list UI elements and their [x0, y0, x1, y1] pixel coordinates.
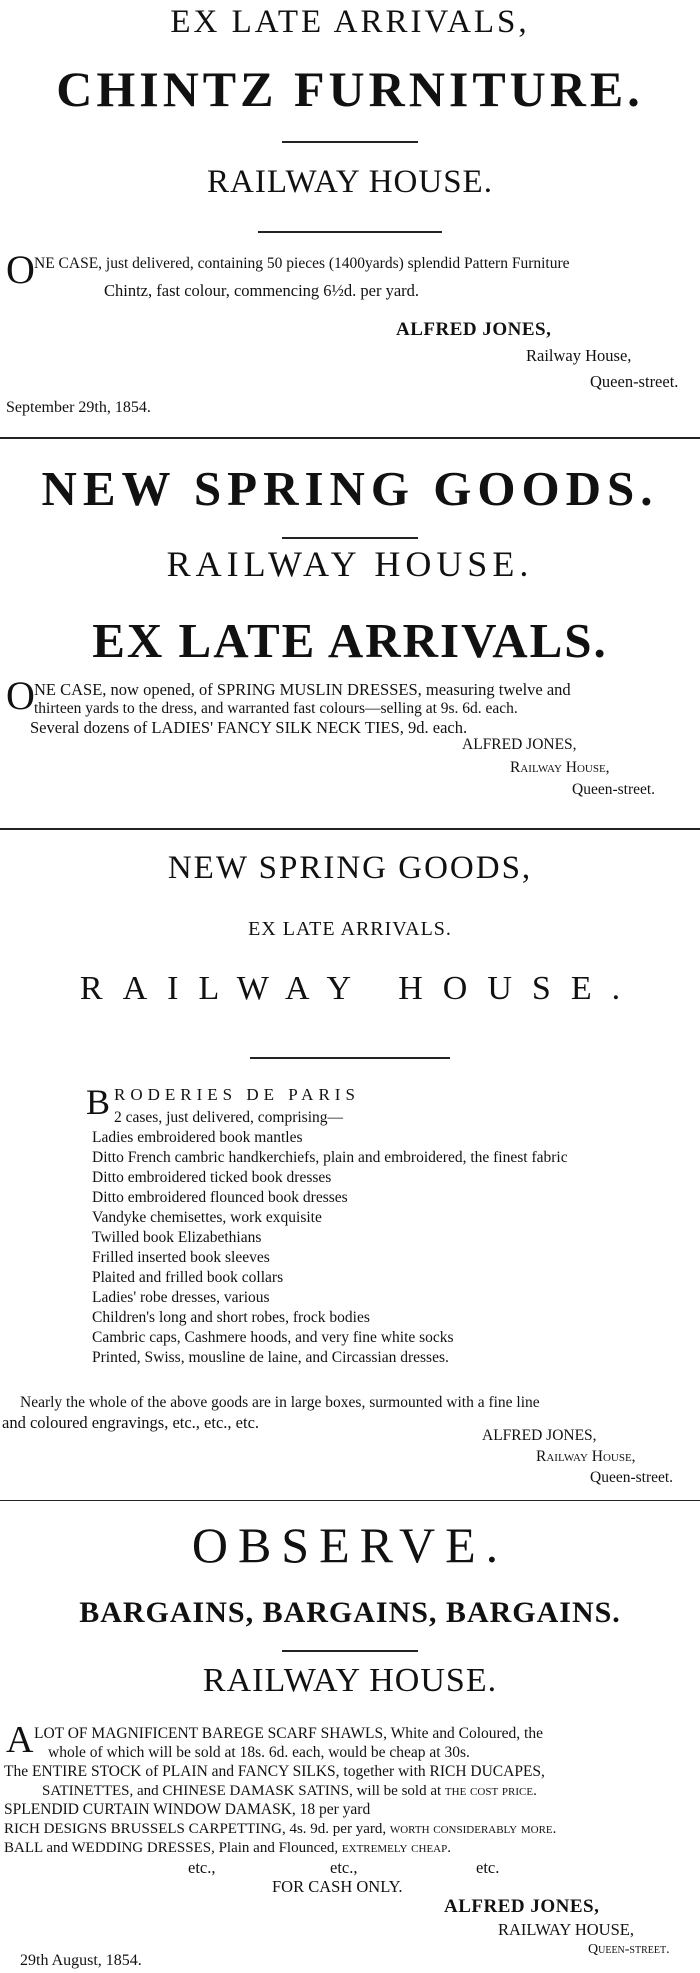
advert-chintz-furniture [0, 0, 700, 440]
advert-spring-muslin [0, 440, 700, 830]
ad4-rule-1 [282, 1650, 418, 1652]
ad4-headline-observe: OBSERVE. [191, 1517, 509, 1573]
list-item: Ditto embroidered flounced book dresses [92, 1189, 348, 1206]
ad4-line-7-cheap: extremely cheap. [341, 1840, 451, 1856]
list-item: Children's long and short robes, frock bodies [92, 1309, 370, 1326]
ad4-date: 29th August, 1854. [20, 1952, 142, 1969]
ad1-body-line-1: NE CASE, just delivered, containing 50 pieces (1400yards) splendid Pattern Furniture [34, 255, 570, 272]
ad4-line-3: The ENTIRE STOCK of PLAIN and FANCY SILKS, together with RICH DUCAPES, [4, 1763, 545, 1780]
advert-observe-bargains [0, 1502, 700, 1973]
list-item: Ladies' robe dresses, various [92, 1289, 270, 1306]
ad2-headline-new-spring-goods: NEW SPRING GOODS. [41, 461, 659, 516]
ad1-drop-cap: O [6, 247, 35, 292]
ad4-line-4-cost-price: the cost price. [444, 1783, 537, 1799]
ad2-rule-1 [282, 537, 418, 539]
ad2-headline-railway-house: RAILWAY HOUSE. [166, 544, 534, 584]
list-item: Plaited and frilled book collars [92, 1269, 284, 1286]
list-item: Cambric caps, Cashmere hoods, and very fine white socks [92, 1329, 454, 1346]
ad4-drop-cap: A [6, 1719, 34, 1761]
ad1-rule-2 [258, 231, 442, 233]
ad3-headline-ex-late-arrivals: EX LATE ARRIVALS. [248, 918, 452, 940]
ad2-signature-name: ALFRED JONES, [462, 736, 577, 753]
ad4-line-6 [4, 1819, 556, 1839]
list-item: Ditto embroidered ticked book dresses [92, 1169, 332, 1186]
ad4-etc-3: etc. [476, 1858, 500, 1877]
ad2-body-line-2: thirteen yards to the dress, and warranted fast colours—selling at 9s. 6d. each. [34, 700, 518, 717]
ad4-signature-name: ALFRED JONES, [444, 1896, 600, 1917]
ad3-list-title: RODERIES DE PARIS [114, 1085, 360, 1104]
ad3-headline-railway-house: RAILWAY HOUSE. [79, 970, 641, 1007]
ad2-signature-house: Railway House, [510, 759, 610, 776]
ad4-line-2: whole of which will be sold at 18s. 6d. each, would be cheap at 30s. [48, 1744, 470, 1761]
ad4-line-1: LOT OF MAGNIFICENT BAREGE SCARF SHAWLS, White and Coloured, the [34, 1725, 543, 1742]
ad3-note-line-1: Nearly the whole of the above goods are in large boxes, surmounted with a fine line [20, 1394, 540, 1411]
ad3-drop-cap: B [86, 1082, 111, 1122]
ad1-body-line-2: Chintz, fast colour, commencing 6½d. per yard. [104, 281, 420, 300]
ad2-drop-cap: O [6, 673, 35, 718]
list-item: Ladies embroidered book mantles [92, 1129, 303, 1146]
ad2-body-line-1: NE CASE, now opened, of SPRING MUSLIN DRESSES, measuring twelve and [34, 680, 571, 699]
ad1-headline-chintz-furniture: CHINTZ FURNITURE. [56, 61, 644, 117]
ad4-line-4 [42, 1781, 537, 1801]
ad4-headline-railway-house: RAILWAY HOUSE. [202, 1662, 498, 1699]
ad1-rule-1 [282, 141, 418, 143]
ad2-body-line-3: Several dozens of LADIES' FANCY SILK NECK TIES, 9d. each. [30, 718, 468, 737]
ad1-signature-name: ALFRED JONES, [396, 319, 552, 340]
divider-3 [0, 1500, 700, 1501]
ad4-signature-street: Queen-street. [588, 1942, 670, 1957]
ad4-headline-bargains: BARGAINS, BARGAINS, BARGAINS. [79, 1596, 621, 1629]
ad1-headline-railway-house: RAILWAY HOUSE. [207, 164, 493, 200]
ad4-line-5: SPLENDID CURTAIN WINDOW DAMASK, 18 per yard [4, 1801, 371, 1818]
ad4-etc-2: etc., [330, 1858, 358, 1877]
advert-broderies-de-paris [0, 830, 700, 1500]
ad4-cash-only: FOR CASH ONLY. [272, 1877, 403, 1896]
ad3-headline-new-spring-goods: NEW SPRING GOODS, [167, 850, 533, 886]
list-item: Twilled book Elizabethians [92, 1229, 262, 1246]
ad3-rule-1 [250, 1057, 450, 1059]
ad3-signature-name: ALFRED JONES, [482, 1427, 597, 1444]
ad1-headline-ex-late-arrivals: EX LATE ARRIVALS, [170, 4, 530, 40]
ad4-line-7-main: BALL and WEDDING DRESSES, Plain and Flounced, [4, 1840, 339, 1856]
ad3-note-line-2: and coloured engravings, etc., etc., etc. [2, 1413, 260, 1432]
ad1-date: September 29th, 1854. [6, 399, 151, 416]
ad4-line-4-main: SATINETTES, and CHINESE DAMASK SATINS, will be sold at [42, 1783, 442, 1799]
ad4-line-6-worth: worth considerably more. [389, 1821, 557, 1837]
ad2-headline-ex-late-arrivals: EX LATE ARRIVALS. [92, 613, 608, 668]
ad4-signature-house: RAILWAY HOUSE, [498, 1920, 634, 1939]
ad2-signature-street: Queen-street. [572, 781, 656, 798]
ad3-signature-house: Railway House, [536, 1448, 636, 1465]
ad1-signature-street: Queen-street. [590, 372, 679, 391]
ad3-list-intro: 2 cases, just delivered, comprising— [114, 1109, 344, 1126]
list-item: Printed, Swiss, mousline de laine, and Circassian dresses. [92, 1349, 449, 1366]
ad4-line-7 [4, 1838, 451, 1858]
list-item: Frilled inserted book sleeves [92, 1249, 270, 1266]
ad1-signature-house: Railway House, [526, 346, 632, 365]
divider-1 [0, 437, 700, 439]
list-item: Vandyke chemisettes, work exquisite [92, 1209, 322, 1226]
ad3-signature-street: Queen-street. [590, 1469, 674, 1486]
list-item: Ditto French cambric handkerchiefs, plain and embroidered, the finest fabric [92, 1149, 568, 1166]
ad4-etc-1: etc., [188, 1858, 216, 1877]
ad4-line-6-main: RICH DESIGNS BRUSSELS CARPETTING, 4s. 9d. per yard, [4, 1821, 387, 1837]
